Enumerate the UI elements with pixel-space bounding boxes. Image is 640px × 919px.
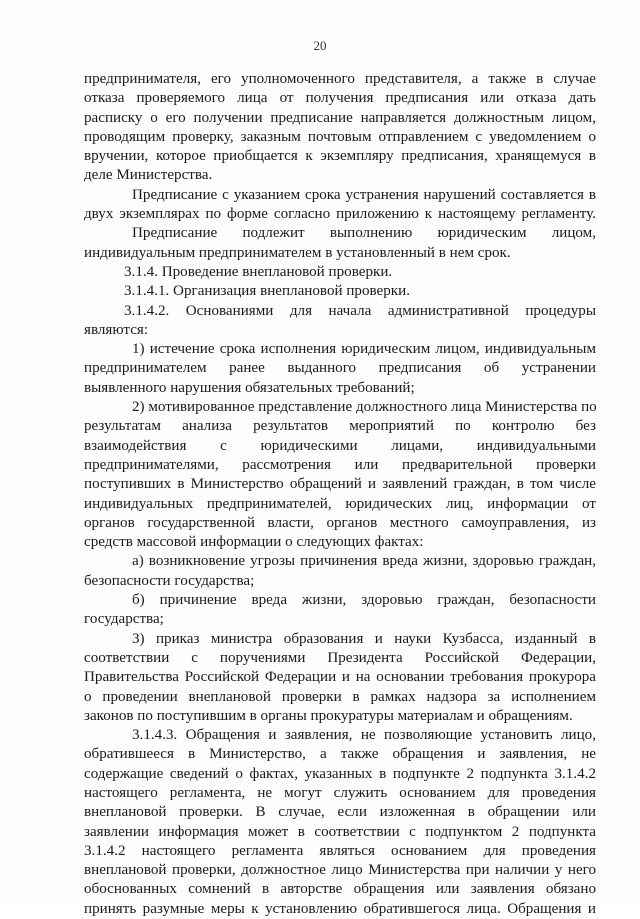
text-line: внеплановой проверки. В случае, если изложенная в обращении или xyxy=(84,804,596,821)
text-line: о проведении внеплановой проверки в рамках надзора за исполнением xyxy=(84,688,596,705)
text-line: двух экземплярах по форме согласно приложению к настоящему регламенту. xyxy=(84,206,596,223)
text-line: 3.1.4.3. Обращения и заявления, не позволяющие установить лицо, xyxy=(132,727,596,744)
text-line: результатам анализа результатов мероприятий по контролю без xyxy=(84,418,596,435)
text-line: содержащие сведений о фактах, указанных в подпункте 2 подпункта 3.1.4.2 xyxy=(84,765,596,782)
text-line: предпринимателя, его уполномоченного представителя, а также в случае xyxy=(84,71,596,87)
text-line: Предписание с указанием срока устранения нарушений составляется в xyxy=(132,186,596,203)
text-line: а) возникновение угрозы причинения вреда жизни, здоровью граждан, xyxy=(132,553,596,570)
text-line: деле Министерства. xyxy=(84,167,213,184)
text-line: заявлении информация может в соответствии с подпунктом 2 подпункта xyxy=(84,823,596,840)
text-line: отказа проверяемого лица от получения предписания или отказа дать xyxy=(84,90,596,107)
text-line: взаимодействия с юридическими лицами, индивидуальными xyxy=(84,437,596,454)
text-line: государства; xyxy=(84,611,164,628)
text-line: обоснованных сомнений в авторстве обращения или заявления обязано xyxy=(84,881,596,898)
text-line: б) причинение вреда жизни, здоровью граждан, безопасности xyxy=(132,592,596,609)
page-number: 20 xyxy=(313,38,327,53)
text-line: средств массовой информации о следующих фактах: xyxy=(84,534,424,551)
text-line: 3.1.4.2 настоящего регламента являться основанием для проведения xyxy=(84,842,596,859)
text-line: обратившееся в Министерство, а также обращения и заявления, не xyxy=(84,746,596,763)
text-line: 2) мотивированное представление должностного лица Министерства по xyxy=(132,399,597,416)
text-line: расписку о его получении предписание направляется должностным лицом, xyxy=(84,109,596,126)
text-line: вручении, которое приобщается к экземпляру предписания, хранящемуся в xyxy=(84,148,596,165)
document-body xyxy=(84,70,596,919)
text-line: индивидуальным предпринимателем в установленный в нем срок. xyxy=(84,244,511,261)
text-line: органов государственной власти, органов местного самоуправления, из xyxy=(84,514,596,531)
text-line: безопасности государства; xyxy=(84,572,255,589)
text-line: внеплановой проверки, должностное лицо Министерства при наличии у него xyxy=(84,862,596,879)
text-line: настоящего регламента, не могут служить основанием для проведения xyxy=(84,784,596,801)
text-line: Правительства Российской Федерации и на основании требования прокурора xyxy=(84,669,596,686)
text-line: проводящим проверку, заказным почтовым отправлением с уведомлением о xyxy=(84,128,596,145)
text-line: предпринимателями, рассмотрения или предварительной проверки xyxy=(84,456,596,473)
text-line: являются: xyxy=(84,321,149,338)
text-line: выявленного нарушения обязательных требований; xyxy=(84,379,415,396)
text-line: соответствии с поручениями Президента Российской Федерации, xyxy=(84,649,596,666)
text-line: 3) приказ министра образования и науки Кузбасса, изданный в xyxy=(132,630,596,647)
text-line: индивидуальных предпринимателей, юридических лиц, информации от xyxy=(84,495,596,512)
text-line: предпринимателем ранее выданного предписания об устранении xyxy=(84,360,596,377)
text-line: принять разумные меры к установлению обратившегося лица. Обращения и xyxy=(84,900,596,917)
text-line: законов по поступившим в органы прокуратуры материалам и обращениям. xyxy=(84,707,573,724)
text-line: 3.1.4.2. Основаниями для начала административной процедуры xyxy=(124,302,596,319)
text-line: Предписание подлежит выполнению юридическим лицом, xyxy=(132,225,596,242)
text-line: поступивших в Министерство обращений и заявлений граждан, в том числе xyxy=(84,476,596,493)
text-line: 3.1.4. Проведение внеплановой проверки. xyxy=(124,263,393,280)
text-line: 3.1.4.1. Организация внеплановой проверки. xyxy=(124,283,410,300)
text-line: 1) истечение срока исполнения юридическим лицом, индивидуальным xyxy=(132,341,596,358)
